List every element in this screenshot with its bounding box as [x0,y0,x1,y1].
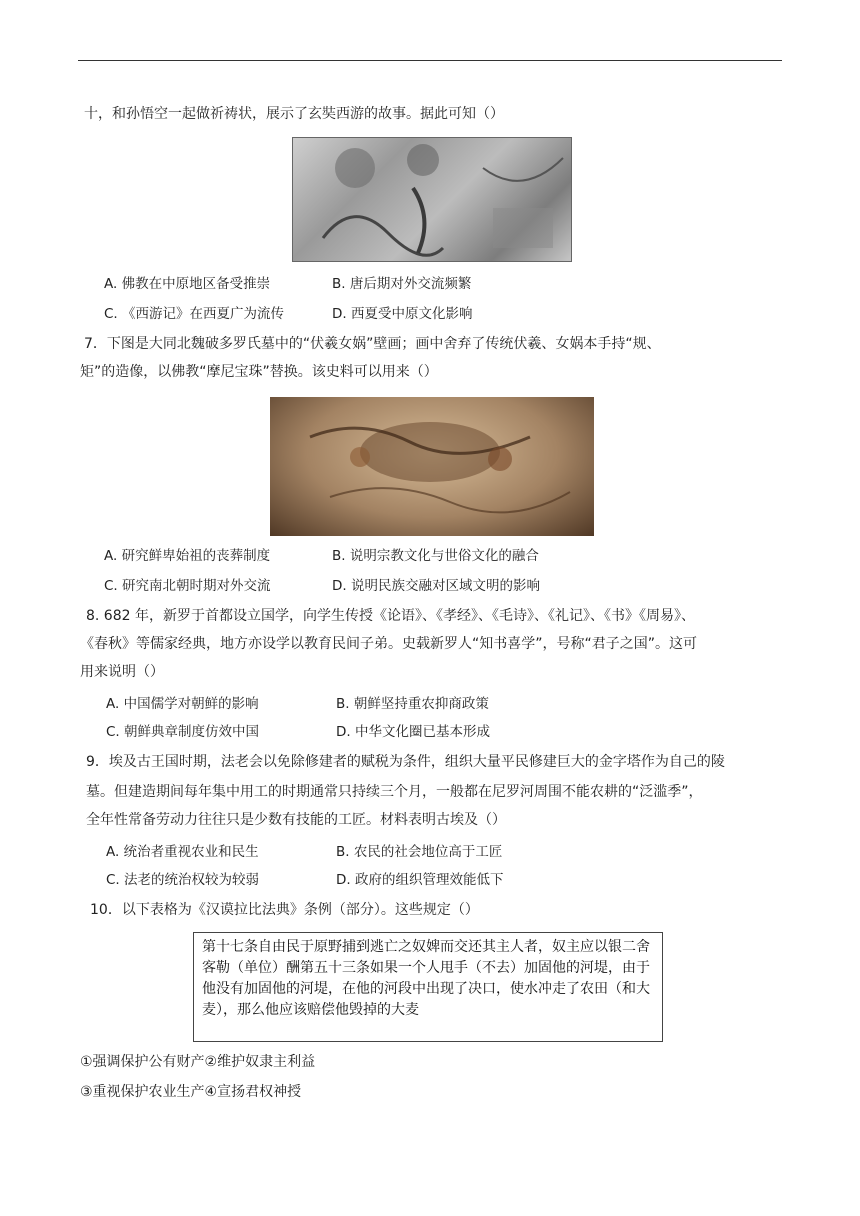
q9-stem-line1: 9．埃及古王国时期，法老会以免除修建者的赋税为条件，组织大量平民修建巨大的金字塔作为自己的陵 [86,754,725,770]
q8-stem-line3: 用来说明（） [80,664,164,680]
q9-option-b: B. 农民的社会地位高于工匠 [336,844,503,860]
q7-option-a: A. 研究鲜卑始祖的丧葬制度 [104,548,271,564]
hammurabi-code-excerpt-box: 第十七条自由民于原野捕到逃亡之奴婢而交还其主人者，奴主应以银二舍客勒（单位）酬第五十三条如果一个人甩手（不去）加固他的河堤，由于他没有加固他的河堤，在他的河段中出现了决口，使水冲走了农田（和大麦），那么他应该赔偿他毁掉的大麦 [193,932,663,1042]
q7-option-b: B. 说明宗教文化与世俗文化的融合 [332,548,539,564]
fuxi-nuwa-mural-image [270,397,594,536]
q9-stem-line3: 全年性常备劳动力往往只是少数有技能的工匠。材料表明古埃及（） [86,812,506,828]
q8-option-c: C. 朝鲜典章制度仿效中国 [106,724,260,740]
q6-option-b: B. 唐后期对外交流频繁 [332,276,472,292]
q6-option-d: D. 西夏受中原文化影响 [332,306,473,322]
q9-option-a: A. 统治者重视农业和民生 [106,844,259,860]
xuanzang-mural-image [292,137,572,262]
q10-stem: 10．以下表格为《汉谟拉比法典》条例（部分）。这些规定（） [90,902,479,918]
q8-option-b: B. 朝鲜坚持重农抑商政策 [336,696,489,712]
q10-choices-line1: ①强调保护公有财产②维护奴隶主利益 [80,1054,316,1070]
q7-stem-line1: 7．下图是大同北魏破多罗氏墓中的“伏羲女娲”壁画；画中舍弃了传统伏羲、女娲本手持“规、 [84,336,661,352]
header-rule [78,60,782,61]
q8-stem-line1: 8. 682 年，新罗于首都设立国学，向学生传授《论语》、《孝经》、《毛诗》、《礼记》、《书》《周易》、 [86,608,695,624]
q6-option-a: A. 佛教在中原地区备受推崇 [104,276,271,292]
q8-option-d: D. 中华文化圈已基本形成 [336,724,490,740]
q9-stem-line2: 墓。但建造期间每年集中用工的时期通常只持续三个月，一般都在尼罗河周围不能农耕的“泛滥季”， [86,784,703,800]
q9-option-c: C. 法老的统治权较为较弱 [106,872,260,888]
q6-stem: 十，和孙悟空一起做祈祷状，展示了玄奘西游的故事。据此可知（） [84,106,504,122]
q8-stem-line2: 《春秋》等儒家经典，地方亦设学以教育民间子弟。史载新罗人“知书喜学”，号称“君子之国”。这可 [80,636,698,652]
q7-stem-line2: 矩”的造像，以佛教“摩尼宝珠”替换。该史料可以用来（） [80,364,438,380]
q8-option-a: A. 中国儒学对朝鲜的影响 [106,696,259,712]
q7-option-d: D. 说明民族交融对区域文明的影响 [332,578,540,594]
q7-option-c: C. 研究南北朝时期对外交流 [104,578,271,594]
q10-choices-line2: ③重视保护农业生产④宣扬君权神授 [80,1084,302,1100]
q9-option-d: D. 政府的组织管理效能低下 [336,872,504,888]
q6-option-c: C. 《西游记》在西夏广为流传 [104,306,285,322]
